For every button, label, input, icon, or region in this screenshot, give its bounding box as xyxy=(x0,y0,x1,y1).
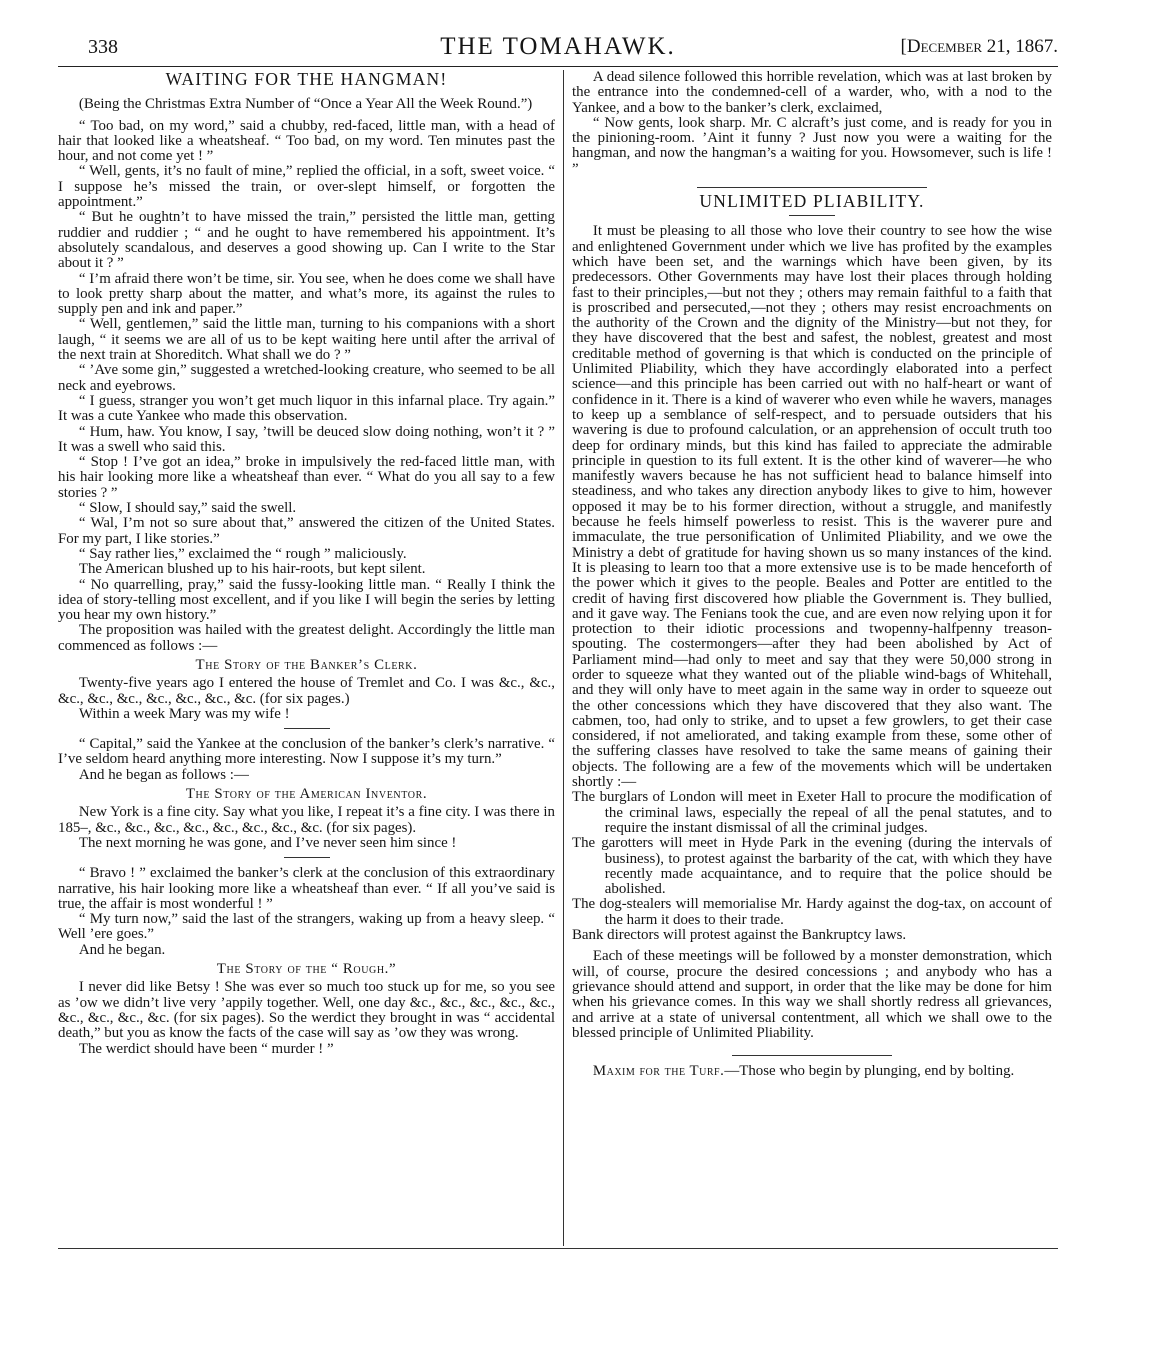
page-header xyxy=(58,26,1058,64)
paragraph: The next morning he was gone, and I’ve never seen him since ! xyxy=(78,834,457,851)
paragraph: “ My turn now,” said the last of the strangers, waking up from a heavy sleep. “ Well ’ere goes.” xyxy=(58,911,555,943)
paragraph: New York is a fine city. Say what you like, I repeat it’s a fine city. I was there in 185–, &c., &c., &c., &c., &c., &c., &c., &c. (for six pages). xyxy=(58,804,555,836)
maxim-heading: Maxim for the Turf. xyxy=(592,1063,725,1080)
article-subtitle: (Being the Christmas Extra Number of “Once a Year All the Week Round.”) xyxy=(78,96,533,113)
story-heading-american-inventor: The Story of the American Inventor. xyxy=(185,786,428,803)
story-heading-bankers-clerk: The Story of the Banker’s Clerk. xyxy=(195,656,418,673)
header-rule xyxy=(58,66,1058,67)
paragraph: “ Well, gents, it’s no fault of mine,” replied the official, in a soft, sweet voice. “ I suppose he’s missed the train, or over-slept himself, or forgotten the appointment.” xyxy=(58,163,555,211)
left-column xyxy=(58,70,555,1057)
list-item: The dog-stealers will memorialise Mr. Hardy against the dog-tax, on account of the harm it does to their trade. xyxy=(572,896,1052,928)
paragraph: The werdict should have been “ murder ! ” xyxy=(78,1040,334,1057)
paragraph: “ Hum, haw. You know, I say, ’twill be deuced slow doing nothing, won’t it ? ” It was a swell who said this. xyxy=(58,423,555,455)
maxim-text: —Those who begin by plunging, end by bolting. xyxy=(724,1063,1015,1080)
newspaper-page xyxy=(58,26,1108,1266)
paragraph: Twenty-five years ago I entered the house of Tremlet and Co. I was &c., &c., &c., &c., &c., &c., &c., &c., &c. (for six pages.) xyxy=(58,675,555,707)
publication-title: THE TOMAHAWK. xyxy=(440,33,676,60)
list-item: Bank directors will protest against the Bankruptcy laws. xyxy=(572,927,907,944)
paragraph: And he began. xyxy=(78,941,166,958)
paragraph: A dead silence followed this horrible revelation, which was at last broken by the entrance into the condemned-cell of a warder, who, with a nod to the Yankee, and a bow to the banker’s clerk, exclaimed, xyxy=(572,69,1052,116)
paragraph: “ Bravo ! ” exclaimed the banker’s clerk at the conclusion of this extraordinary narrative, his hair looking more like a wheatsheaf than ever. “ If all you’ve said is true, the affair is most wonderful ! ” xyxy=(58,865,555,912)
article-title-hangman: WAITING FOR THE HANGMAN! xyxy=(165,69,448,89)
issue-date: [December 21, 1867. xyxy=(900,36,1058,57)
paragraph: “ ’Ave some gin,” suggested a wretched-looking creature, who seemed to be all neck and eyebrows. xyxy=(58,362,555,394)
article-title-pliability: UNLIMITED PLIABILITY. xyxy=(699,191,925,212)
paragraph: Within a week Mary was my wife ! xyxy=(78,705,290,722)
paragraph: The proposition was hailed with the greatest delight. Accordingly the little man commenced as follows :— xyxy=(58,622,555,654)
maxim-paragraph xyxy=(572,1064,1052,1079)
paragraph: “ Too bad, on my word,” said a chubby, red-faced, little man, with a head of hair that looked like a wheatsheaf. “ Too bad, on my word. Ten minutes past the hour, and not come yet ! ” xyxy=(58,117,555,165)
paragraph: I never did like Betsy ! She was ever so much too stuck up for me, so you see as ’ow we didn’t live very ’appily together. Well, one day &c., &c., &c., &c., &c., &c., &c., &c., &c. (for six pages). So the werdict they brought in was “ accidental death,” but you as know the facts of the case will say as ’ow they was wrong. xyxy=(58,979,555,1042)
section-rule xyxy=(284,857,330,858)
list-item: The burglars of London will meet in Exeter Hall to procure the modification of the criminal laws, especially the repeal of all the penal statutes, and to require the instant dismissal of all the criminal judges. xyxy=(572,789,1052,836)
paragraph: Each of these meetings will be followed by a monster demonstration, which will, of course, procure the desired concessions ; and anybody who has a grievance should attend and support, in order that the like may be done for him when his grievance comes. In this way we shall shortly redress all grievances, and arrive at a state of universal contentment, all which we shall owe to the blessed principle of Unlimited Pliability. xyxy=(572,948,1052,1041)
story-heading-rough: The Story of the “ Rough.” xyxy=(216,961,397,978)
paragraph: “ Slow, I should say,” said the swell. xyxy=(78,500,297,517)
paragraph: “ Well, gentlemen,” said the little man, turning to his companions with a short laugh, “ it seems we are all of us to be kept waiting here until after the arrival of the next train at Shoreditch. What shall we do ? ” xyxy=(58,316,555,364)
paragraph: “ No quarrelling, pray,” said the fussy-looking little man. “ Really I think the idea of story-telling most excellent, and if you like I will begin the series by letting you hear my own history.” xyxy=(58,576,555,624)
paragraph: “ But he oughtn’t to have missed the train,” persisted the little man, getting ruddier and ruddier ; “ and he ought to have remembered his appointment. It’s absolutely scandalous, and deserves a good showing up. Can I write to the Star about it ? ” xyxy=(58,209,555,272)
footer-rule xyxy=(58,1248,1058,1249)
section-rule xyxy=(697,187,927,188)
paragraph: “ Wal, I’m not so sure about that,” answered the citizen of the United States. For my part, I like stories.” xyxy=(58,515,555,547)
paragraph: “ I’m afraid there won’t be time, sir. You see, when he does come we shall have to look pretty sharp about the matter, and what’s more, its against the rules to supply pen and ink and paper.” xyxy=(58,270,555,318)
paragraph: “ Stop ! I’ve got an idea,” broke in impulsively the red-faced little man, with his hair looking more like a wheatsheaf than ever. “ What do you all say to a few stories ? ” xyxy=(58,454,555,501)
paragraph: “ Capital,” said the Yankee at the conclusion of the banker’s clerk’s narrative. “ I’ve seldom heard anything more interesting. Now I suppose it’s my turn.” xyxy=(58,736,555,768)
list-item: The garotters will meet in Hyde Park in the evening (during the intervals of business), to protest against the barbarity of the cat, with which they have recently made acquaintance, and to require that the police should be abolished. xyxy=(572,835,1052,898)
paragraph: The American blushed up to his hair-roots, but kept silent. xyxy=(78,561,426,578)
paragraph: “ Now gents, look sharp. Mr. C alcraft’s just come, and is ready for you in the pinioning-room. ’Aint it funny ? Just now you were a waiting for the hangman, and now the hangman’s a waiting for you. Howsomever, such is life ! ” xyxy=(572,114,1052,177)
paragraph: “ Say rather lies,” exclaimed the “ rough ” maliciously. xyxy=(78,545,407,562)
paragraph: And he began as follows :— xyxy=(78,766,249,783)
section-rule xyxy=(284,728,330,729)
page-number: 338 xyxy=(88,36,118,58)
paragraph: It must be pleasing to all those who love their country to see how the wise and enlightened Government under which we live has profited by the examples which have been set, and the warnings which have been given, by its predecessors. Other Governments may have lost their places through holding fast to their principles,—but not they ; others may remain faithful to a faith that is proscribed and persecuted,—not they ; others may resist encroachments on the authority of the Crown and the dignity of the Ministry—but not they, for they have discovered that the best and safest, the noblest, greatest and most creditable method of governing is that which is conducted on the principle of Unlimited Pliability, which they have accordingly elaborated into a perfect science—and this principle has been carried out with no half-heart or want of confidence in it. There is a kind of waverer who even while he wavers, manages to keep up a semblance of self-respect, and to persuade outsiders that his wavering is due to profound calculation, or an apprehension of occult truth too deep for ordinary minds, but this kind has failed to appreciate the admirable principle in question to its full extent. It is the other kind of waverer—he who manifestly wavers because he has not sufficient head to balance himself into steadiness, and who takes any direction anybody likes to give to him, however opposed it may be to his former direction, without a struggle, and manifestly because he feels himself powerless to resist. This is the waverer pure and immaculate, the true personification of Unlimited Pliability, and we owe the Ministry a debt of gratitude for having shown us so many instances of the kind. It is pleasing to learn too that a more extensive use is to be made henceforth of the power which it gives to the people. Beales and Potter are entitled to the credit of having first discovered how pliable the Government is. They bullied, and it gave way. The Fenians took the cue, and are even now relying upon it for protection to their idiotic processions and twopenny-halfpenny treason-spouting. The costermongers—after they had been abolished by Act of Parliament mind—had only to meet and say that they were 50,000 strong in order to squeeze what they wanted out of the pliable wind-bags of Whitehall, and they will only have to meet again in the same way in order to squeeze out the other concessions which they have discovered that they also want. The cabmen, too, had only to strike, and to upset a few growlers, to get their case considered, if not ameliorated, and taking example from these, some other of the suffering classes have resolved to take the same means of gaining their objects. The following are a few of the movements which will be undertaken shortly :— xyxy=(572,223,1052,791)
paragraph: “ I guess, stranger you won’t get much liquor in this infarnal place. Try again.” It was a cute Yankee who made this observation. xyxy=(58,392,555,425)
right-column xyxy=(572,70,1052,1079)
column-divider xyxy=(563,70,564,1246)
section-rule xyxy=(732,1055,892,1056)
title-rule xyxy=(789,215,835,216)
